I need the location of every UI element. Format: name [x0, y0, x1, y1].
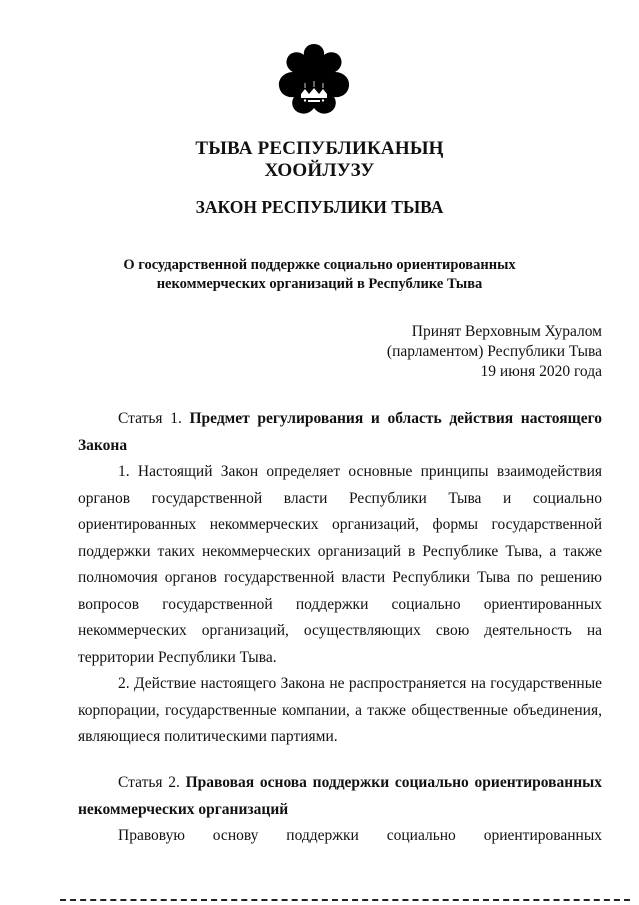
paragraph-line: поддержки таких некоммерческих организаций в Республике Тыва, а также: [78, 542, 602, 560]
article1-heading-text: Предмет регулирования и область действия настоящего: [189, 410, 602, 427]
article2-label: Статья 2.: [118, 774, 180, 791]
tyva-header-line1: ТЫВА РЕСПУБЛИКАНЫҢ: [195, 138, 444, 159]
article2-heading: [78, 770, 602, 823]
scan-edge-divider: [60, 899, 630, 903]
paragraph-line: Правовую основу поддержки социально ориентированных: [118, 827, 602, 844]
paragraph-line: являющиеся политическими партиями.: [78, 728, 338, 745]
adoption-line1: Принят Верховным Хуралом: [411, 323, 602, 340]
article2-heading-line1: [78, 770, 602, 797]
article2-heading-line2: [78, 797, 602, 824]
adoption-line2: (парламентом) Республики Тыва: [386, 343, 602, 360]
law-title: ЗАКОН РЕСПУБЛИКИ ТЫВА: [195, 197, 444, 217]
law-subject: [0, 256, 639, 294]
paragraph-line: корпорации, государственные компании, а также общественные объединения,: [78, 701, 602, 719]
paragraph-line: территории Республики Тыва.: [78, 648, 277, 666]
adoption-note: [387, 322, 602, 382]
article1-label: Статья 1.: [118, 410, 182, 427]
paragraph-line: органов государственной власти Республики Тыва и социально: [78, 489, 602, 507]
adoption-date: 19 июня 2020 года: [480, 363, 602, 380]
paragraph-line: некоммерческих организаций, осуществляющих свою деятельность на: [78, 622, 602, 639]
tyva-header-line2: ХООЙЛУЗУ: [264, 160, 375, 181]
article1-heading-text2: Закона: [78, 436, 128, 454]
paragraph-line: ориентированных некоммерческих организаций, формы государственной: [78, 516, 602, 533]
article2-heading-text: Правовая основа поддержки социально ориентированных: [185, 774, 602, 791]
tyva-emblem-icon: [275, 42, 353, 116]
article1-heading: [78, 406, 602, 459]
article1-paragraph2: [78, 671, 602, 751]
article1-heading-line2: [78, 433, 602, 460]
law-subject-line1: О государственной поддержке социально ориентированных: [123, 257, 516, 273]
article1-heading-line1: [78, 406, 602, 433]
paragraph-line: полномочия органов государственной власти Республики Тыва по решению: [78, 569, 602, 586]
paragraph-line: 2. Действие настоящего Закона не распространяется на государственные: [118, 675, 602, 692]
paragraph-line: 1. Настоящий Закон определяет основные принципы взаимодействия: [118, 463, 602, 480]
article1-paragraph1: [78, 459, 602, 671]
article2-heading-text2: некоммерческих организаций: [78, 800, 289, 818]
law-subject-line2: некоммерческих организаций в Республике Тыва: [156, 276, 483, 292]
paragraph-line: вопросов государственной поддержки социально ориентированных: [78, 595, 602, 613]
article2-paragraph1: [78, 823, 602, 850]
